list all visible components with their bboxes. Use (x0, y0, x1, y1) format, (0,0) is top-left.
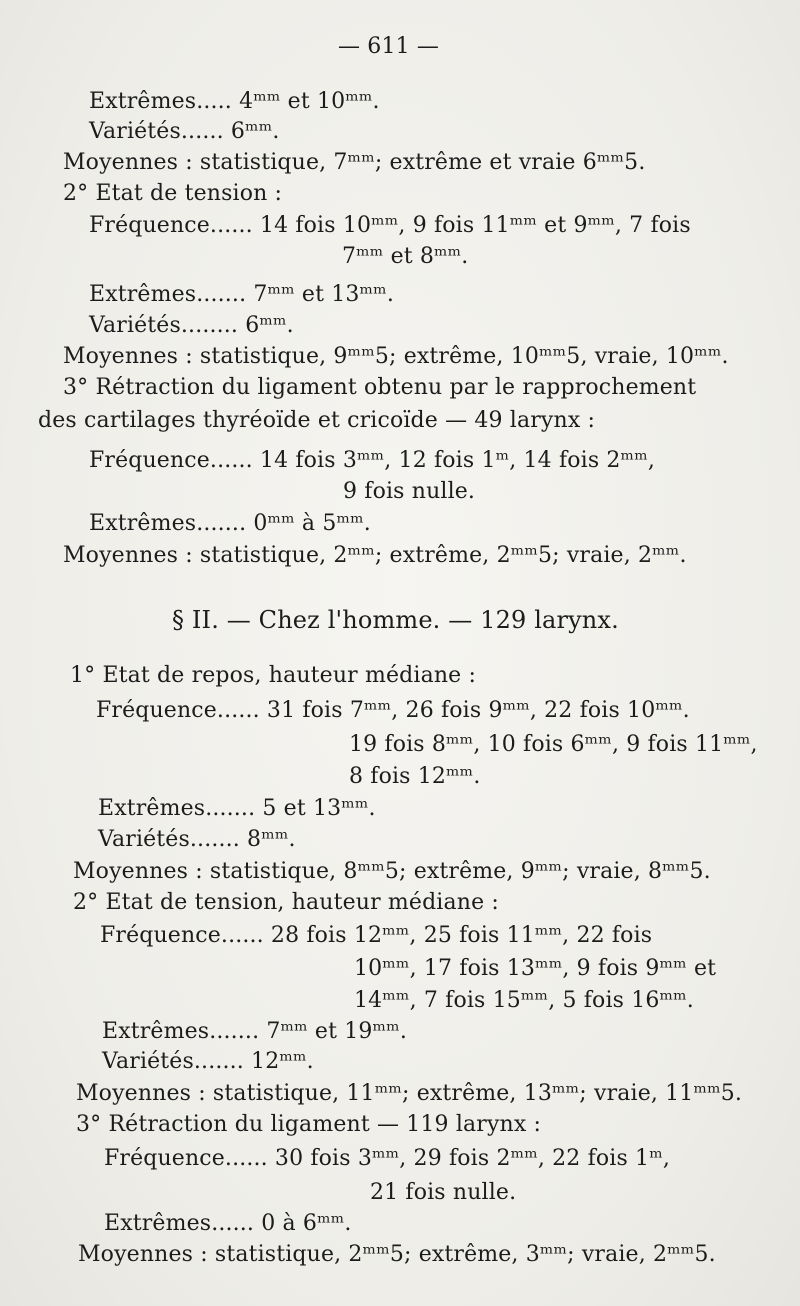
text-line: Moyennes : statistique, 8ᵐᵐ5; extrême, 9ᵐᵐ; vraie, 8ᵐᵐ5. (73, 859, 711, 884)
text-line: 19 fois 8ᵐᵐ, 10 fois 6ᵐᵐ, 9 fois 11ᵐᵐ, (349, 732, 758, 757)
text-line: des cartilages thyréoïde et cricoïde — 49 larynx : (38, 408, 596, 433)
text-line: Moyennes : statistique, 7ᵐᵐ; extrême et vraie 6ᵐᵐ5. (63, 150, 646, 175)
text-line: 7ᵐᵐ et 8ᵐᵐ. (342, 244, 469, 269)
text-line: Extrêmes....... 7ᵐᵐ et 13ᵐᵐ. (89, 282, 394, 307)
text-line: Extrêmes....... 0ᵐᵐ à 5ᵐᵐ. (89, 511, 371, 536)
text-line: Fréquence...... 14 fois 10ᵐᵐ, 9 fois 11ᵐᵐ et 9ᵐᵐ, 7 fois (89, 213, 691, 238)
text-line: Variétés........ 6ᵐᵐ. (89, 313, 294, 338)
section-heading: 3° Rétraction du ligament — 119 larynx : (76, 1112, 542, 1137)
section-heading: 2° Etat de tension, hauteur médiane : (73, 890, 499, 915)
text-line: Moyennes : statistique, 9ᵐᵐ5; extrême, 10ᵐᵐ5, vraie, 10ᵐᵐ. (63, 344, 729, 369)
text-line: Fréquence...... 31 fois 7ᵐᵐ, 26 fois 9ᵐᵐ, 22 fois 10ᵐᵐ. (96, 698, 690, 723)
text-line: Moyennes : statistique, 11ᵐᵐ; extrême, 13ᵐᵐ; vraie, 11ᵐᵐ5. (76, 1081, 743, 1106)
text-line: 9 fois nulle. (343, 479, 476, 504)
text-line: Extrêmes....... 5 et 13ᵐᵐ. (98, 796, 376, 821)
text-line: Fréquence...... 30 fois 3ᵐᵐ, 29 fois 2ᵐᵐ, 22 fois 1ᵐ, (104, 1146, 670, 1171)
text-line: Moyennes : statistique, 2ᵐᵐ5; extrême, 3ᵐᵐ; vraie, 2ᵐᵐ5. (78, 1242, 716, 1267)
text-line: Extrêmes..... 4ᵐᵐ et 10ᵐᵐ. (89, 89, 380, 114)
text-line: 8 fois 12ᵐᵐ. (349, 764, 481, 789)
text-line: Extrêmes....... 7ᵐᵐ et 19ᵐᵐ. (102, 1019, 407, 1044)
page-number: — 611 — (338, 34, 440, 59)
section-title: § II. — Chez l'homme. — 129 larynx. (172, 606, 619, 634)
text-line: 21 fois nulle. (370, 1180, 517, 1205)
text-line: 10ᵐᵐ, 17 fois 13ᵐᵐ, 9 fois 9ᵐᵐ et (354, 956, 717, 981)
text-line: Variétés....... 8ᵐᵐ. (98, 827, 296, 852)
text-line: Fréquence...... 28 fois 12ᵐᵐ, 25 fois 11ᵐᵐ, 22 fois (100, 923, 653, 948)
text-line: Fréquence...... 14 fois 3ᵐᵐ, 12 fois 1ᵐ, 14 fois 2ᵐᵐ, (89, 448, 655, 473)
section-heading: 3° Rétraction du ligament obtenu par le rapprochement (63, 375, 697, 400)
section-heading: 1° Etat de repos, hauteur médiane : (70, 663, 477, 688)
text-line: 14ᵐᵐ, 7 fois 15ᵐᵐ, 5 fois 16ᵐᵐ. (354, 988, 694, 1013)
text-line: Moyennes : statistique, 2ᵐᵐ; extrême, 2ᵐᵐ5; vraie, 2ᵐᵐ. (63, 543, 687, 568)
text-line: Variétés...... 6ᵐᵐ. (89, 119, 280, 144)
text-line: Variétés....... 12ᵐᵐ. (102, 1049, 314, 1074)
text-line: Extrêmes...... 0 à 6ᵐᵐ. (104, 1211, 352, 1236)
section-heading: 2° Etat de tension : (63, 181, 283, 206)
